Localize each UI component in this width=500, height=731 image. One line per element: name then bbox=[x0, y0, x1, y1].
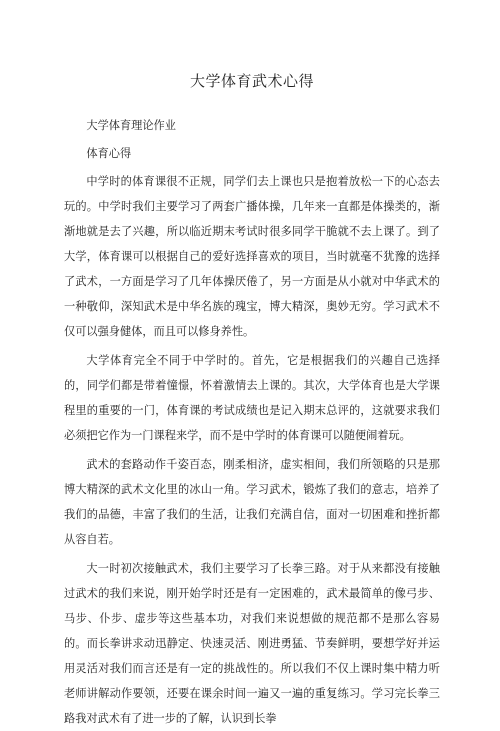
paragraph: 中学时的体育课很不正规，同学们去上课也只是抱着放松一下的心态去玩的。中学时我们主要学习了两套广播体操，几年来一直都是体操类的，渐渐地就是去了兴趣，所以临近期末考试时很多同学干脆就不去上课了。到了大学，体育课可以根据自己的爱好选择喜欢的项目，当时就毫不犹豫的选择了武术，一方面是学习了几年体操厌倦了，另一方面是从小就对中华武术的一种敬仰，深知武术是中华名族的瑰宝，博大精深，奥妙无穷。学习武术不仅可以强身健体，而且可以修身养性。 bbox=[64, 175, 440, 338]
document-title: 大学体育武术心得 bbox=[189, 72, 314, 90]
paragraph: 武术的套路动作千姿百态，刚柔相济，虚实相间，我们所领略的只是那博大精深的武术文化里的冰山一角。学习武术，锻炼了我们的意志，培养了我们的品德，丰富了我们的生活，让我们充满自信，面对一切困难和挫折都从容自若。 bbox=[64, 458, 440, 546]
paragraph: 大一时初次接触武术，我们主要学习了长拳三路。对于从来都没有接触过武术的我们来说，刚开始学时还是有一定困难的，武术最简单的像弓步、马步、仆步、虚步等这些基本功，对我们来说想做的规范都不是那么容易的。而长拳讲求动迅静定、快速灵活、刚进勇猛、节奏鲜明，要想学好并运用灵活对我们而言还是有一定的挑战性的。所以我们不仅上课时集中精力听老师讲解动作要领，还要在课余时间一遍又一遍的重复练习。学习完长拳三路我对武术有了进一步的了解，认识到长拳 bbox=[64, 562, 440, 725]
paragraph: 大学体育完全不同于中学时的。首先，它是根据我们的兴趣自己选择的，同学们都是带着憧憬，怀着激情去上课的。其次，大学体育也是大学课程里的重要的一门，体育课的考试成绩也是记入期末总评的，这就要求我们必须把它作为一门课程来学，而不是中学时的体育课可以随便闹着玩。 bbox=[64, 354, 440, 442]
document-heading: 体育心得 bbox=[86, 147, 132, 160]
document-subtitle: 大学体育理论作业 bbox=[86, 119, 176, 132]
